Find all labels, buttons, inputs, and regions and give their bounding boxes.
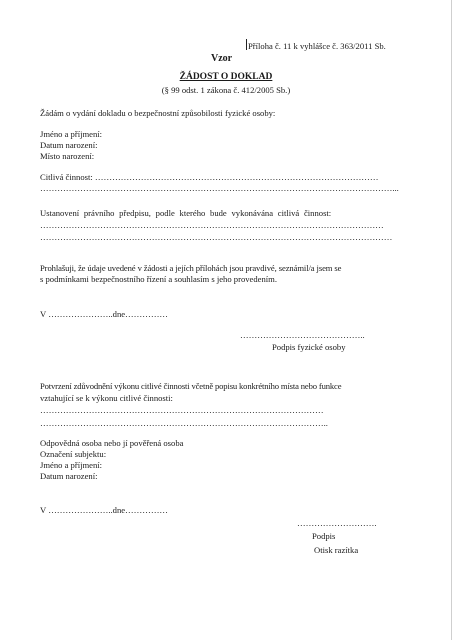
confirmation-dots-1: ……………………………………………………………………………………… bbox=[40, 405, 324, 415]
place-date-line-2: V …………………..dne…………… bbox=[40, 505, 169, 515]
confirmation-line-1: Potvrzení zdůvodnění výkonu citlivé činnosti včetně popisu konkrétního místa nebo funkce bbox=[40, 381, 342, 391]
attachment-reference: Příloha č. 11 k vyhlášce č. 363/2011 Sb. bbox=[248, 41, 386, 51]
birthplace-label: Místo narození: bbox=[40, 151, 95, 161]
birthdate-label: Datum narození: bbox=[40, 140, 98, 150]
signature-label-2: Podpis bbox=[312, 531, 336, 541]
responsible-birthdate-label: Datum narození: bbox=[40, 471, 98, 481]
declaration-line-1: Prohlašuji, že údaje uvedené v žádosti a jejích přílohách jsou pravdivé, seznámil/a jsem se bbox=[40, 263, 342, 273]
responsible-name-label: Jméno a příjmení: bbox=[40, 460, 103, 470]
legal-provision-label: Ustanovení právního předpisu, podle kterého bude vykonávána citlivá činnost: bbox=[40, 208, 332, 218]
document-subtitle: (§ 99 odst. 1 zákona č. 412/2005 Sb.) bbox=[161, 85, 291, 95]
name-label: Jméno a příjmení: bbox=[40, 129, 103, 139]
legal-provision-dots-1: ………………………………………………………………………………………………………… bbox=[40, 220, 384, 230]
sample-label: Vzor bbox=[211, 53, 233, 64]
signature-label-1: Podpis fyzické osoby bbox=[272, 342, 346, 352]
sensitive-activity-dots: ……………………………………………………………………………………………………………... bbox=[40, 183, 399, 193]
subject-label: Označení subjektu: bbox=[40, 449, 107, 459]
place-date-line-1: V …………………..dne…………… bbox=[40, 309, 169, 319]
text-cursor bbox=[246, 39, 247, 50]
document-title: ŽÁDOST O DOKLAD bbox=[179, 72, 273, 82]
intro-text: Žádám o vydání dokladu o bezpečnostní způsobilosti fyzické osoby: bbox=[40, 108, 276, 118]
signature-dots-2: ………………………. bbox=[297, 518, 377, 528]
legal-provision-dots-2: …………………………………………………………………………………………………………… bbox=[40, 232, 393, 242]
signature-dots-1: …………………………………….. bbox=[240, 330, 365, 340]
declaration-line-2: s podmínkami bezpečnostního řízení a souhlasím s jeho provedením. bbox=[40, 274, 277, 284]
responsible-person-label: Odpovědná osoba nebo jí pověřená osoba bbox=[40, 438, 184, 448]
stamp-label: Otisk razítka bbox=[314, 545, 359, 555]
confirmation-dots-2: ……………………………………………………………………………………….. bbox=[40, 418, 328, 428]
sensitive-activity-line: Citlivá činnost: ……………………………………………………………………………………… bbox=[40, 172, 379, 182]
confirmation-line-2: vztahující se k výkonu citlivé činnosti: bbox=[40, 393, 173, 403]
